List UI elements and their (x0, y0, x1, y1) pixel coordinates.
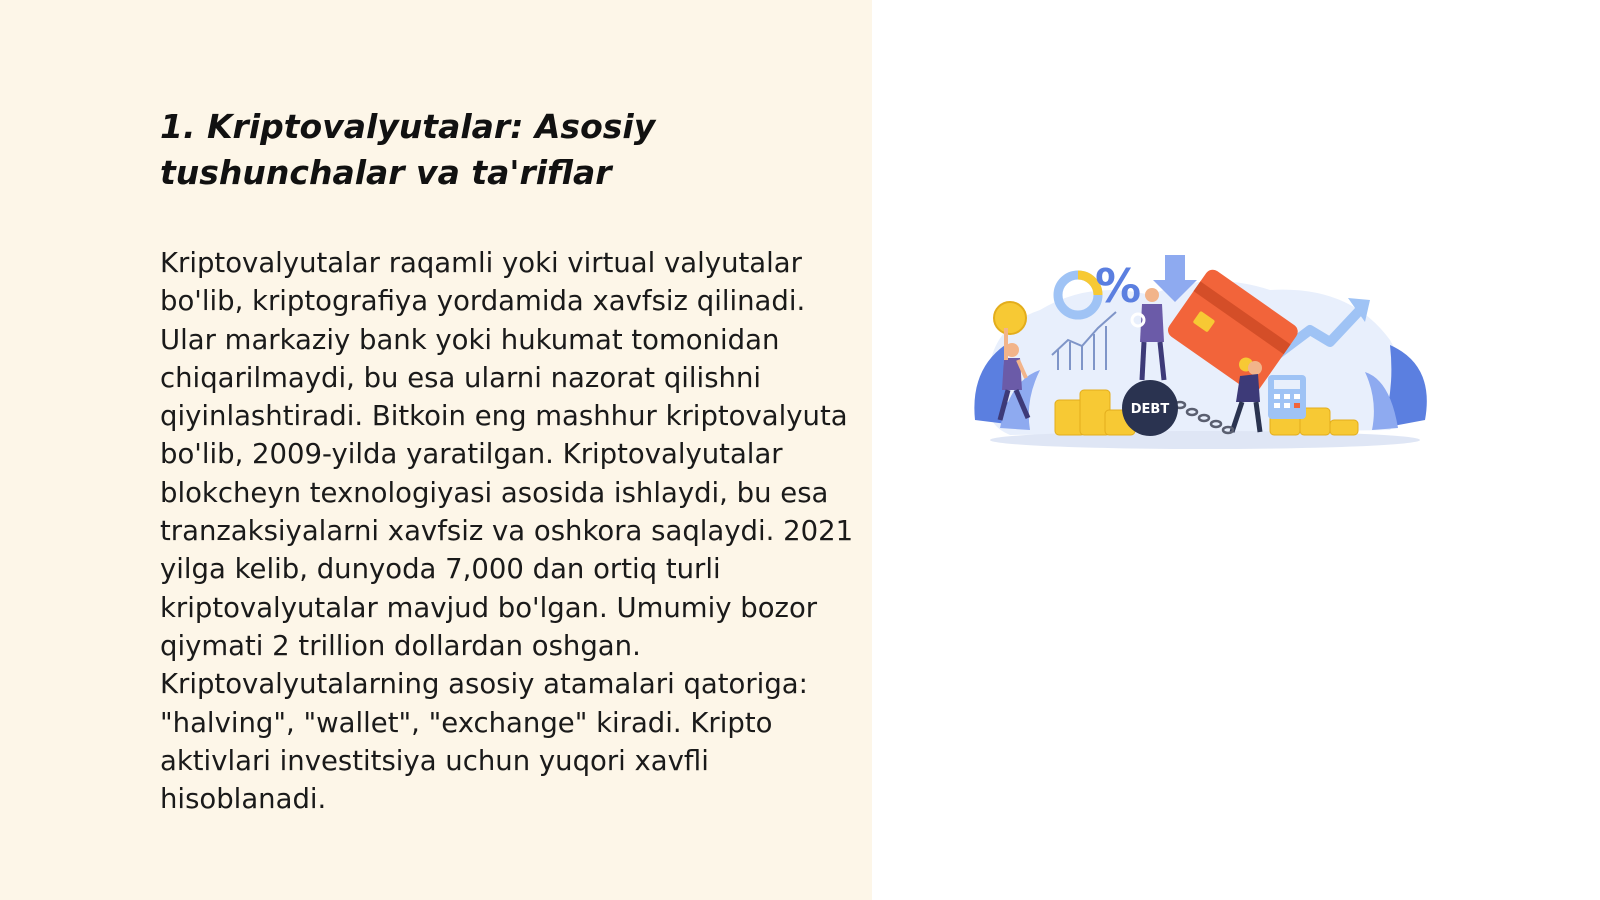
debt-ball-icon (1122, 380, 1178, 436)
finance-debt-illustration (970, 250, 1430, 460)
calculator-icon (1268, 375, 1306, 419)
debt-label: DEBT (1130, 402, 1170, 417)
slide-title: 1. Kriptovalyutalar: Asosiy tushunchalar va ta'riflar (160, 107, 656, 192)
slide-body-text: Kriptovalyutalar raqamli yoki virtual valyutalar bo'lib, kriptografiya yordamida xavfsiz qilinadi. Ular markaziy bank yoki hukumat tomonidan chiqarilmaydi, bu esa ularni nazorat qilishni qiyinlashtiradi. Bitkoin eng mashhur kriptovalyuta bo'lib, 2009-yilda yaratilgan. Kriptovalyutalar blokcheyn texnologiyasi asosida ishlaydi, bu esa tranzaksiyalarni xavfsiz va oshkora saqlaydi. 2021 yilga kelib, dunyoda 7,000 dan ortiq turli kriptovalyutalar mavjud bo'lgan. Umumiy bozor qiymati 2 trillion dollardan oshgan. Kriptovalyutalarning asosiy atamalari qatoriga: "halving", "wallet", "exchange" kiradi. Kripto aktivlari investitsiya uchun yuqori xavfli hisoblanadi. (160, 247, 854, 816)
floating-coin-icon (994, 302, 1026, 334)
percent-symbol: % (1095, 259, 1142, 313)
